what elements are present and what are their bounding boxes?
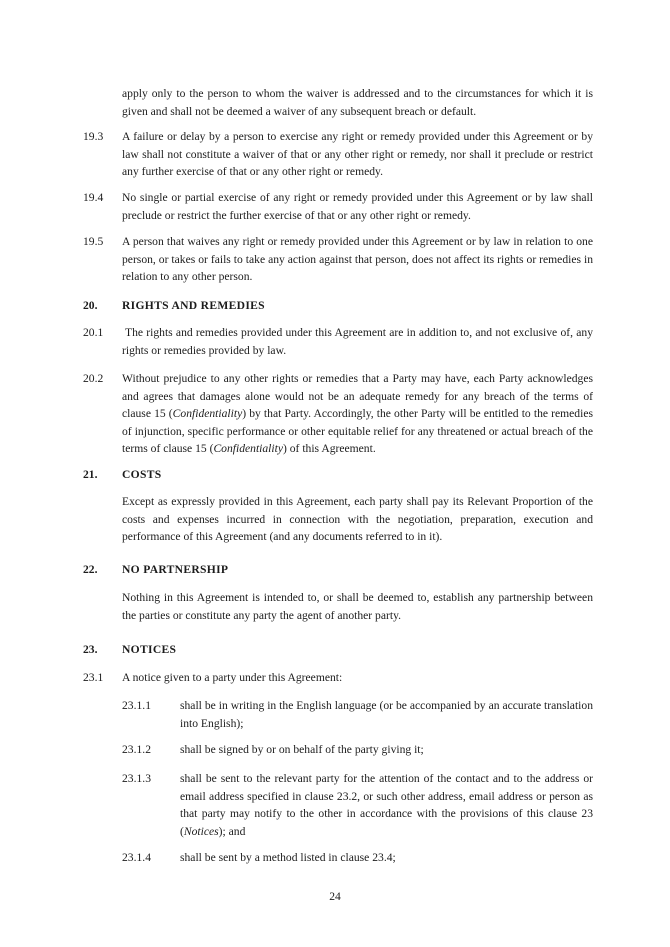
clause-20-2-text: Without prejudice to any other rights or remedies that a Party may have, each Party acknowledges and agrees that damages alone would not be an adequate remedy for any breach of the terms of clause 15 (Confidentiality) by that Party. Accordingly, the other Party will be entitled to the remedies of injunction, specific performance or other equitable relief for any threatened or actual breach of the terms of clause 15 (Confidentiality) of this Agreement. xyxy=(122,372,593,455)
subclause-23-1-3-text: shall be sent to the relevant party for the attention of the contact and to the address or email address specified in clause 23.2, or such other address, email address or person as that party may notify to the other in accordance with the provisions of this clause 23 (Notices); and xyxy=(180,772,593,838)
section-heading-costs: COSTS xyxy=(122,468,162,481)
page-number: 24 xyxy=(329,890,341,903)
clause-number: 20.1 xyxy=(83,326,104,339)
clause-number: 19.5 xyxy=(83,235,104,248)
section-number: 22. xyxy=(83,563,98,576)
clause-number: 19.4 xyxy=(83,191,104,204)
section-22-text: Nothing in this Agreement is intended to, or shall be deemed to, establish any partnership between the parties or constitute any party the agent of another party. xyxy=(122,591,593,622)
section-heading-no-partnership: NO PARTNERSHIP xyxy=(122,563,229,576)
clause-number: 19.3 xyxy=(83,130,104,143)
section-21-text: Except as expressly provided in this Agreement, each party shall pay its Relevant Proportion of the costs and expenses incurred in connection with the negotiation, preparation, execution and performance of this Agreement (and any documents referred to in it). xyxy=(122,495,593,543)
clause-20-1-text: The rights and remedies provided under this Agreement are in addition to, and not exclusive of, any rights or remedies provided by law. xyxy=(122,326,593,357)
section-heading-notices: NOTICES xyxy=(122,643,177,656)
clause-19-4-text: No single or partial exercise of any right or remedy provided under this Agreement or by law shall preclude or restrict the further exercise of that or any other right or remedy. xyxy=(122,191,593,222)
clause-19-5-text: A person that waives any right or remedy provided under this Agreement or by law in relation to one person, or takes or fails to take any action against that person, does not affect its rights or remedies in relation to any other person. xyxy=(122,235,593,283)
subclause-23-1-2-text: shall be signed by or on behalf of the party giving it; xyxy=(180,743,424,756)
clause-number: 23.1 xyxy=(83,671,104,684)
section-number: 21. xyxy=(83,468,98,481)
subclause-number: 23.1.1 xyxy=(122,699,151,712)
subclause-number: 23.1.2 xyxy=(122,743,151,756)
section-number: 23. xyxy=(83,643,98,656)
subclause-number: 23.1.4 xyxy=(122,851,151,864)
clause-23-1-text: A notice given to a party under this Agreement: xyxy=(122,671,343,684)
subclause-23-1-1-text: shall be in writing in the English language (or be accompanied by an accurate translation into English); xyxy=(180,699,593,730)
subclause-23-1-4-text: shall be sent by a method listed in clause 23.4; xyxy=(180,851,396,864)
section-heading-rights-and-remedies: RIGHTS AND REMEDIES xyxy=(122,299,265,312)
clause-19-2-continuation: apply only to the person to whom the waiver is addressed and to the circumstances for which it is given and shall not be deemed a waiver of any subsequent breach or default. xyxy=(122,87,593,118)
clause-number: 20.2 xyxy=(83,372,104,385)
section-number: 20. xyxy=(83,299,98,312)
clause-19-3-text: A failure or delay by a person to exercise any right or remedy provided under this Agreement or by law shall not constitute a waiver of that or any other right or remedy, nor shall it preclude or restrict any further exercise of that or any other right or remedy. xyxy=(122,130,593,178)
subclause-number: 23.1.3 xyxy=(122,772,151,785)
